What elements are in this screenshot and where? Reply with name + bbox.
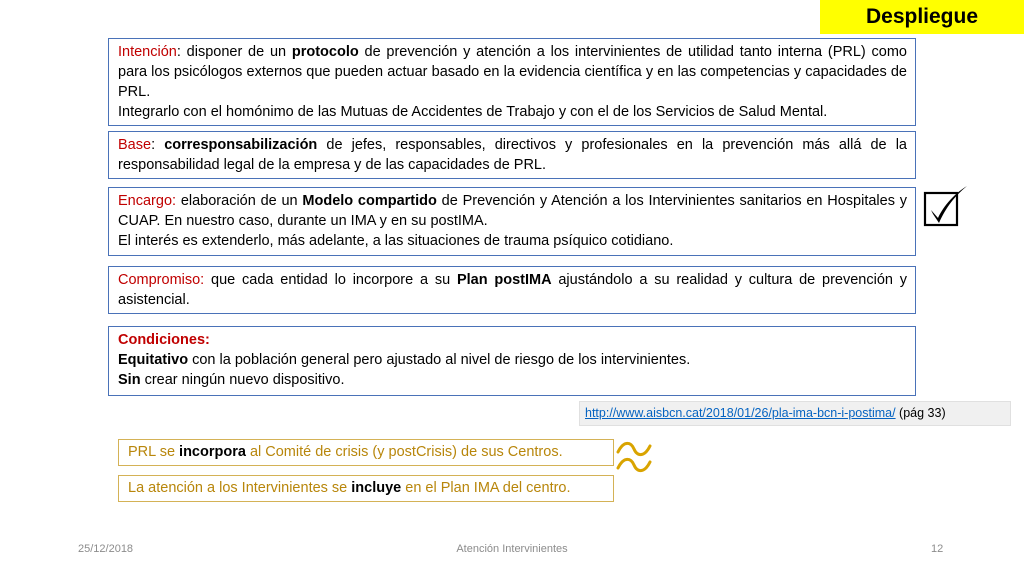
text-span: PRL se [128, 444, 180, 460]
condiciones-label: Condiciones: [118, 332, 210, 348]
checkbox-check-icon [922, 183, 970, 231]
compromiso-paragraph [118, 270, 907, 310]
text-span: ajustándolo a su realidad y cultura de prevención y asistencial. [118, 272, 907, 308]
condiciones-box [108, 326, 916, 396]
compromiso-box [108, 266, 916, 314]
bold-span: incluye [351, 480, 402, 496]
slide-title-tag [820, 0, 1024, 34]
text-span: con la población general pero ajustado al nivel de riesgo de los intervinientes. [188, 352, 691, 368]
bold-span: Plan postIMA [456, 272, 552, 288]
intencion-label: Intención [118, 44, 177, 60]
base-label: Base [118, 137, 152, 153]
intencion-box [108, 38, 916, 126]
bold-span: incorpora [179, 444, 246, 460]
approximately-equal-icon [614, 432, 654, 482]
text-span: que cada entidad lo incorpore a su [204, 272, 457, 288]
intencion-paragraph [118, 42, 907, 102]
encargo-paragraph [118, 191, 907, 231]
reference-link[interactable]: http://www.aisbcn.cat/2018/01/26/pla-ima-bcn-i-postima/ [585, 406, 896, 420]
text-span: La atención a los Intervinientes se [128, 480, 352, 496]
bold-span: Modelo compartido [302, 193, 437, 209]
equitativo-paragraph [118, 350, 907, 370]
bold-span: corresponsabilización [164, 137, 318, 153]
text-span: de Prevención y Atención a los Intervinientes sanitarios en Hospitales y CUAP. En nuestro caso, durante un IMA y en su postIMA. [118, 193, 908, 229]
encargo-label: Encargo: [118, 193, 177, 209]
bold-span: Sin [118, 372, 141, 388]
page-reference: (pág 33) [895, 406, 946, 420]
compromiso-label: Compromiso: [118, 272, 205, 288]
text-span: crear ningún nuevo dispositivo. [140, 372, 345, 388]
text-span: : [151, 137, 165, 153]
reference-link-box [579, 401, 1011, 426]
interes-paragraph: El interés es extenderlo, más adelante, a las situaciones de trauma psíquico cotidiano. [118, 233, 674, 249]
text-span: en el Plan IMA del centro. [401, 480, 571, 496]
sin-paragraph [118, 370, 907, 390]
bold-span: protocolo [291, 44, 359, 60]
slide-title: Despliegue [865, 5, 979, 28]
footer-page-number: 12 [931, 543, 944, 555]
bold-span: Equitativo [118, 352, 189, 368]
footer-date: 25/12/2018 [78, 543, 134, 555]
text-span: al Comité de crisis (y postCrisis) de sus Centros. [245, 444, 563, 460]
text-span: de jefes, responsables, directivos y profesionales en la prevención más allá de la responsabilidad legal de la empresa y de las capacidades de PRL. [118, 137, 907, 173]
base-paragraph [118, 135, 907, 175]
atencion-incluye-box [118, 475, 614, 502]
text-span: elaboración de un [176, 193, 303, 209]
base-box [108, 131, 916, 179]
footer-title: Atención Intervinientes [456, 543, 568, 555]
integrarlo-paragraph: Integrarlo con el homónimo de las Mutuas de Accidentes de Trabajo y con el de los Servicios de Salud Mental. [118, 104, 828, 120]
text-span: de prevención y atención a los intervinientes de utilidad tanto interna (PRL) como para los psicólogos externos que pueden actuar basado en la evidencia científica y en las competencias y capacidades de PRL. [118, 44, 907, 100]
text-span: : disponer de un [176, 44, 292, 60]
encargo-box [108, 187, 916, 256]
prl-incorpora-box [118, 439, 614, 466]
